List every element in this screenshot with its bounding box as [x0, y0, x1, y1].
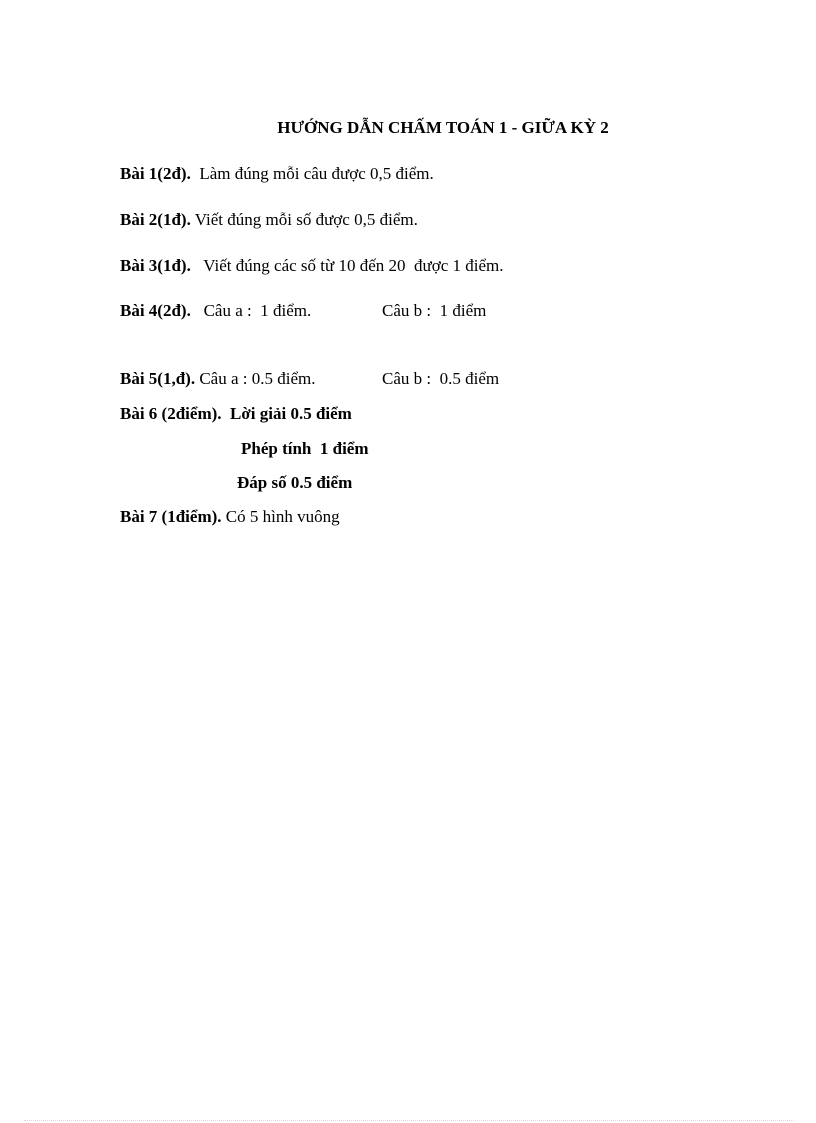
item-text: Câu a : 0.5 điểm. — [195, 369, 316, 388]
page-bottom-divider — [24, 1120, 794, 1121]
item-bai-7 — [120, 507, 340, 527]
item-bai-6-phep-tinh — [241, 439, 369, 459]
item-bai-2 — [120, 210, 418, 230]
item-bai-6 — [120, 404, 352, 424]
item-bai-5 — [120, 369, 720, 389]
item-label: Bài 1(2đ). — [120, 164, 191, 183]
item-text: Đáp số 0.5 điểm — [237, 473, 353, 492]
item-text: Có 5 hình vuông — [221, 507, 340, 526]
item-label: Bài 4(2đ). — [120, 301, 191, 320]
item-label: Bài 7 (1điểm). — [120, 507, 222, 526]
item-bai-4 — [120, 301, 720, 321]
item-label: Bài 5(1,đ). — [120, 369, 196, 388]
item-bai-6-dap-so — [237, 473, 352, 493]
item-label: Bài 6 (2điểm). — [120, 404, 222, 423]
item-bai-3 — [120, 256, 504, 276]
item-text: Lời giải 0.5 điểm — [221, 404, 352, 423]
item-text-cau-b: Câu b : 1 điểm — [382, 301, 487, 320]
item-bai-1 — [120, 164, 434, 184]
item-text-cau-b: Câu b : 0.5 điểm — [382, 369, 500, 388]
item-text: Viết đúng mỗi số được 0,5 điểm. — [190, 210, 418, 229]
item-text: Làm đúng mỗi câu được 0,5 điểm. — [190, 164, 434, 183]
document-title: HƯỚNG DẪN CHẤM TOÁN 1 - GIỮA KỲ 2 — [277, 118, 609, 137]
item-text: Phép tính 1 điểm — [241, 439, 369, 458]
item-label: Bài 3(1đ). — [120, 256, 191, 275]
item-text: Câu a : 1 điểm. — [190, 301, 312, 320]
item-label: Bài 2(1đ). — [120, 210, 191, 229]
item-text: Viết đúng các số từ 10 đến 20 được 1 điểm. — [190, 256, 504, 275]
